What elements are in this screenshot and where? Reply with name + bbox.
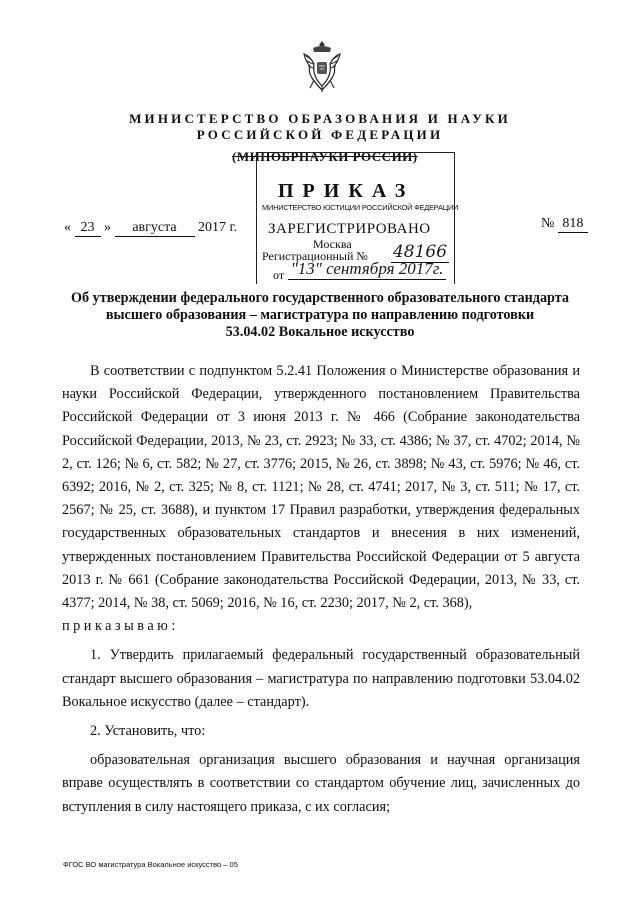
document-title (70, 290, 570, 341)
order-date-month: августа (115, 220, 195, 237)
stamp-status: ЗАРЕГИСТРИРОВАНО (268, 221, 431, 237)
title-line: 53.04.02 Вокальное искусство (225, 324, 415, 340)
document-body (62, 360, 580, 819)
order-item-2: 2. Установить, что: (90, 723, 206, 740)
order-word: приказываю: (62, 618, 179, 635)
order-item-1: 1. Утвердить прилагаемый федеральный государственный образовательный стандарт высшего образования – магистратура по направлению подготовки 53.04.02 Вокальное искусство (далее – стандарт). (62, 647, 580, 710)
ministry-name-line1: МИНИСТЕРСТВО ОБРАЗОВАНИЯ И НАУКИ (129, 111, 511, 126)
order-date-year: 2017 г. (198, 220, 238, 235)
order-number-value: 818 (558, 216, 588, 233)
document-type-heading: ПРИКАЗ (278, 180, 415, 202)
stamp-reg-label: Регистрационный № (262, 249, 368, 263)
order-date-day: 23 (75, 220, 101, 237)
stamp-city: Москва (313, 237, 352, 251)
stamp-from-label: от (273, 268, 285, 282)
preamble-paragraph: В соответствии с подпунктом 5.2.41 Положения о Министерстве образования и науки Российской Федерации, утвержденного постановлением Правительства Российской Федерации от 3 июня 2013 г. № 466 (Собрание законодательства Российской Федерации, 2013, № 23, ст. 2923; № 33, ст. 4386; № 37, ст. 4702; 2014, № 2, ст. 126; № 6, ст. 582; № 27, ст. 3776; 2015, № 26, ст. 3898; № 43, ст. 5976; № 46, ст. 6392; 2016, № 2, ст. 325; № 8, ст. 1121; № 28, ст. 4741; 2017, № 3, ст. 511; № 17, ст. 2567; № 25, ст. 3688), и пунктом 17 Правил разработки, утверждения федеральных государственных образовательных стандартов и внесения в них изменений, утвержденных постановлением Правительства Российской Федерации от 5 августа 2013 г. № 661 (Собрание законодательства Российской Федерации, 2013, № 33, ст. 4377; 2014, № 38, ст. 5069; 2016, № 16, ст. 2230; 2017, № 2, ст. 368), (62, 363, 580, 612)
order-number: № 818 (541, 216, 588, 233)
title-line: высшего образования – магистратура по направлению подготовки (105, 307, 535, 323)
stamp-reg-date: "13" сентября 2017г. (288, 259, 446, 280)
title-line: Об утверждении федерального государственного образовательного стандарта (70, 290, 569, 306)
coat-of-arms-emblem-icon (300, 38, 344, 94)
footer-file-reference: ФГОС ВО магистратура Вокальное искусство – 05 (63, 860, 238, 869)
order-date: « 23 » августа 2017 г. (64, 220, 238, 235)
order-item-2-text: образовательная организация высшего образования и научная организация вправе осуществлять в соответствии со стандартом обучение лиц, зачисленных до вступления в силу настоящего приказа, с их согласия; (62, 752, 580, 815)
ministry-name-line2: РОССИЙСКОЙ ФЕДЕРАЦИИ (196, 127, 444, 142)
ministry-short-name: (МИНОБРНАУКИ РОССИИ) (232, 149, 418, 164)
stamp-organization: МИНИСТЕРСТВО ЮСТИЦИИ РОССИЙСКОЙ ФЕДЕРАЦИИ (262, 203, 459, 212)
stamp-reg-number: 48166 (392, 242, 448, 262)
